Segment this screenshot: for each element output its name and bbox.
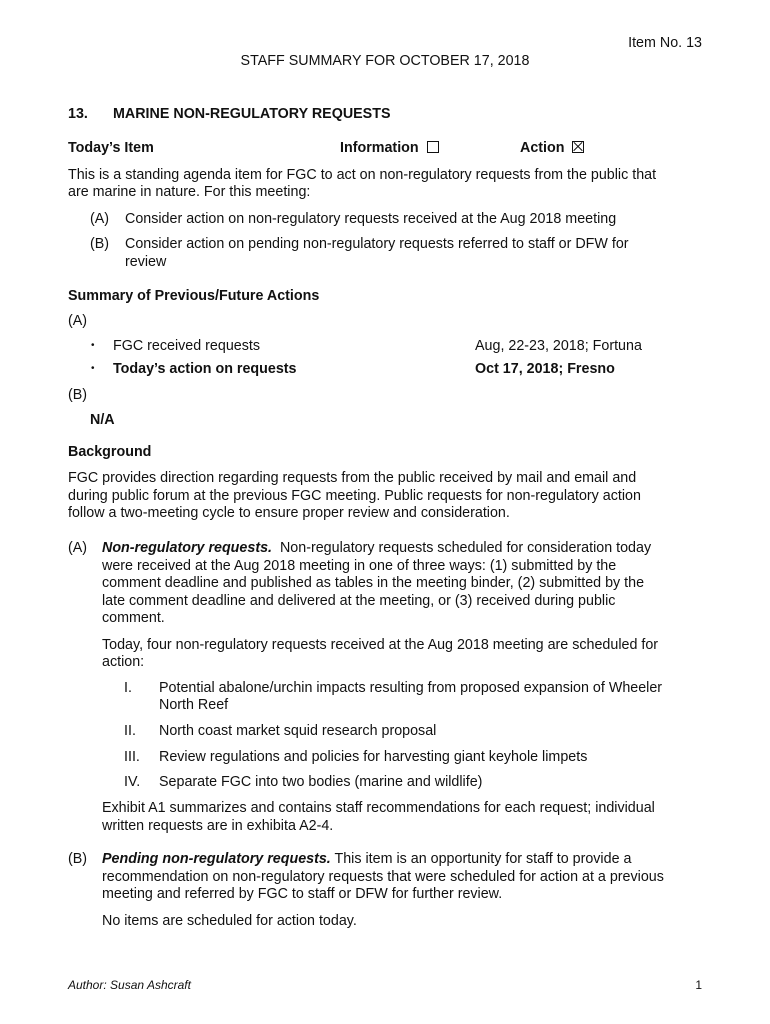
background-a-line-1: were received at the Aug 2018 meeting in one of three ways: (1) submitted by the: [102, 558, 617, 574]
section-title: MARINE NON-REGULATORY REQUESTS: [113, 106, 391, 122]
action-option: [520, 140, 584, 156]
background-b-line-2: meeting and referred by FGC to staff or DFW for further review.: [102, 886, 503, 902]
background-line-2: during public forum at the previous FGC meeting. Public requests for non-regulatory action: [68, 488, 641, 504]
background-b-first-line: [102, 851, 631, 867]
request-2-text: North coast market squid research proposal: [159, 723, 437, 739]
background-a-line-3: late comment deadline and delivered at the meeting, or (3) received during public: [102, 593, 616, 609]
today-line-2: action:: [102, 654, 145, 670]
background-line-1: FGC provides direction regarding requests from the public received by mail and email and: [68, 470, 637, 486]
request-3-text: Review regulations and policies for harvesting giant keyhole limpets: [159, 749, 588, 765]
summary-bullet-1: •: [91, 340, 95, 351]
summary-row-1-value: Aug, 22-23, 2018; Fortuna: [475, 338, 642, 354]
background-a-line-4: comment.: [102, 610, 165, 626]
background-a-title: Non-regulatory requests.: [102, 540, 273, 556]
todays-item-label: Today’s Item: [68, 140, 154, 156]
intro-item-b-marker: (B): [90, 236, 110, 252]
item-number: Item No. 13: [628, 35, 702, 51]
summary-row-1-label: FGC received requests: [113, 338, 260, 354]
request-1-numeral: I.: [124, 680, 132, 696]
summary-row-2-label: Today’s action on requests: [113, 361, 297, 377]
intro-line-2: are marine in nature. For this meeting:: [68, 184, 311, 200]
intro-item-b-text-2: review: [125, 254, 167, 270]
no-items-text: No items are scheduled for action today.: [102, 913, 357, 929]
background-a-first-rest: Non-regulatory requests scheduled for consideration today: [279, 540, 652, 556]
exhibit-line-1: Exhibit A1 summarizes and contains staff recommendations for each request; individual: [102, 800, 655, 816]
summary-a-marker: (A): [68, 313, 88, 329]
request-3-numeral: III.: [124, 749, 140, 765]
action-checkbox: [572, 141, 584, 153]
background-a-marker: (A): [68, 540, 88, 556]
summary-bullet-2: •: [91, 363, 95, 374]
action-label: Action: [520, 140, 565, 156]
exhibit-line-2: written requests are in exhibita A2-4.: [102, 818, 334, 834]
request-1-text-1: Potential abalone/urchin impacts resulting from proposed expansion of Wheeler: [159, 680, 663, 696]
summary-row-2-value: Oct 17, 2018; Fresno: [475, 361, 615, 377]
staff-summary-title: STAFF SUMMARY FOR OCTOBER 17, 2018: [240, 53, 530, 69]
information-checkbox: [427, 141, 439, 153]
today-line-1: Today, four non-regulatory requests received at the Aug 2018 meeting are scheduled for: [102, 637, 659, 653]
page-number: 1: [695, 978, 702, 992]
background-heading: Background: [68, 444, 152, 460]
information-label: Information: [340, 140, 419, 156]
background-b-title: Pending non-regulatory requests.: [102, 851, 331, 867]
intro-item-b-text-1: Consider action on pending non-regulatory requests referred to staff or DFW for: [125, 236, 629, 252]
summary-b-marker: (B): [68, 387, 88, 403]
background-a-line-2: comment deadline and published as tables in the meeting binder, (2) submitted by the: [102, 575, 645, 591]
background-a-first-line: [102, 540, 651, 556]
request-1-text-2: North Reef: [159, 697, 229, 713]
intro-item-a-text: Consider action on non-regulatory requests received at the Aug 2018 meeting: [125, 211, 617, 227]
request-4-text: Separate FGC into two bodies (marine and wildlife): [159, 774, 483, 790]
background-b-line-1: recommendation on non-regulatory requests that were scheduled for action at a previous: [102, 869, 664, 885]
request-2-numeral: II.: [124, 723, 136, 739]
background-b-first-rest: This item is an opportunity for staff to provide a: [334, 851, 632, 867]
intro-item-a-marker: (A): [90, 211, 110, 227]
summary-b-value: N/A: [90, 412, 115, 428]
background-b-marker: (B): [68, 851, 88, 867]
background-line-3: follow a two-meeting cycle to ensure proper review and consideration.: [68, 505, 510, 521]
summary-heading: Summary of Previous/Future Actions: [68, 288, 320, 304]
intro-line-1: This is a standing agenda item for FGC to act on non-regulatory requests from the public that: [68, 167, 657, 183]
section-number: 13.: [68, 106, 88, 122]
footer-author: Author: Susan Ashcraft: [68, 978, 191, 992]
information-option: [340, 140, 439, 156]
request-4-numeral: IV.: [124, 774, 141, 790]
